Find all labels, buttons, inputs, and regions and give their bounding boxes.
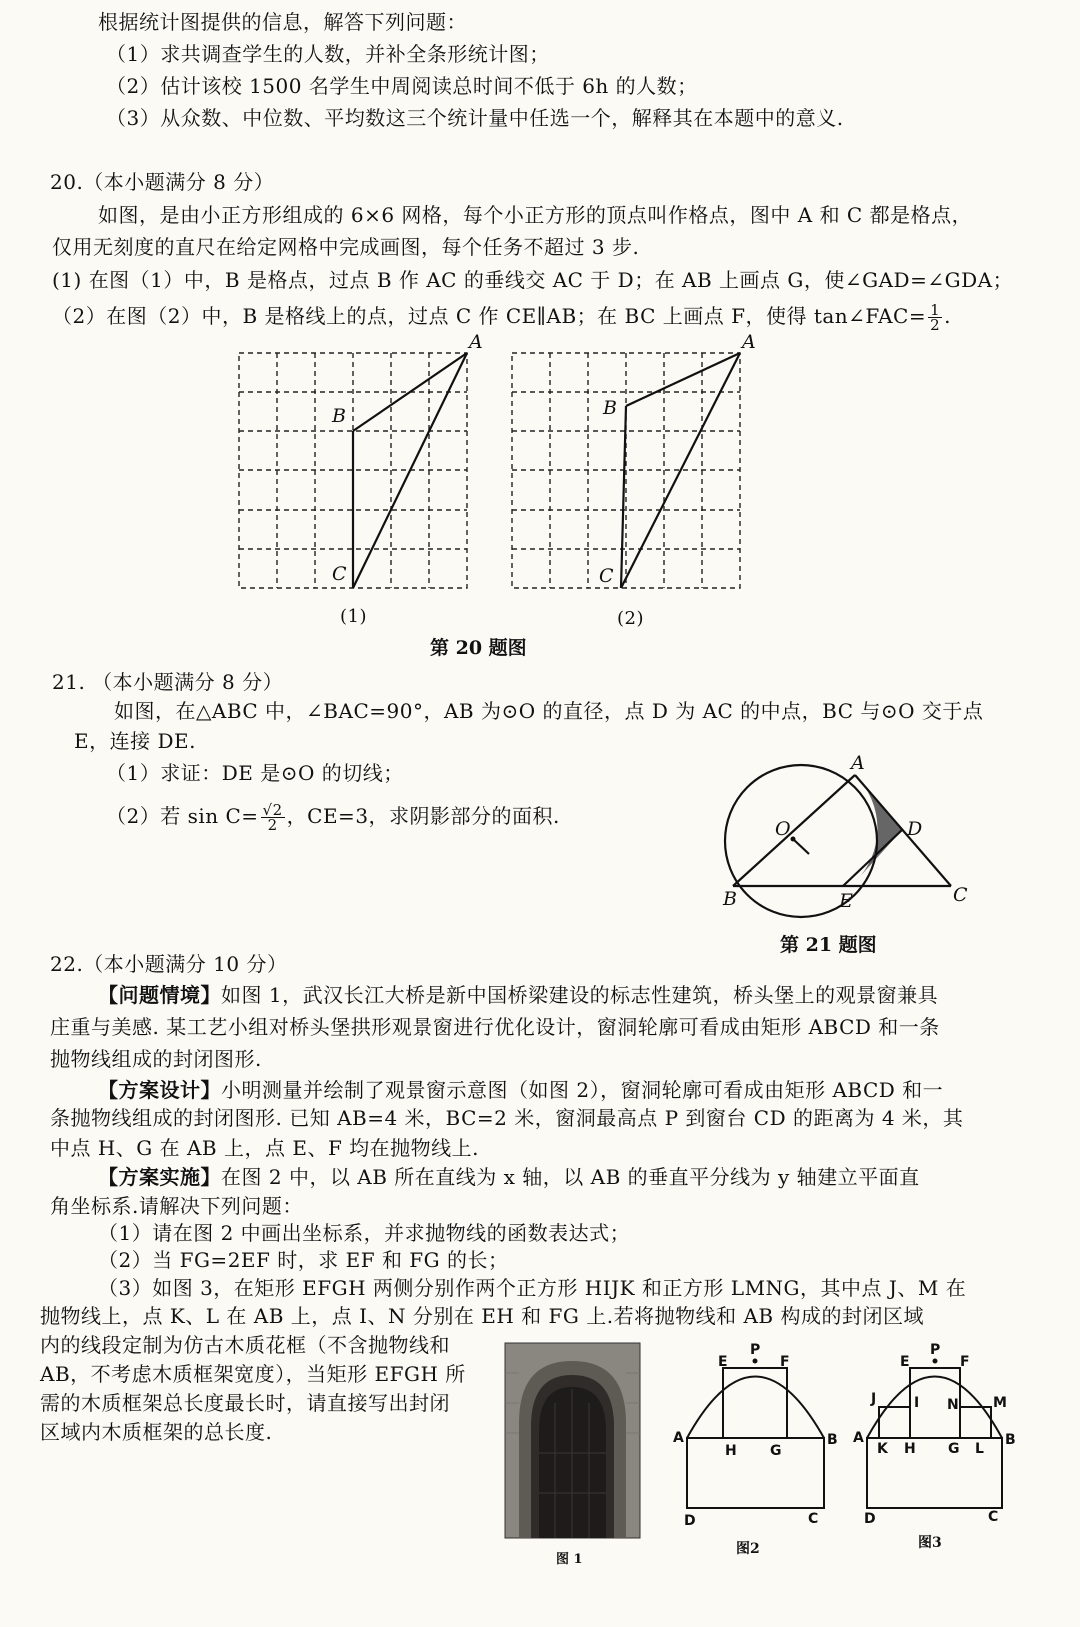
q20-sub-label-2: (2) [617,608,644,629]
q20-figure-1 [236,331,483,600]
q22-f3-label-p: P [930,1342,941,1358]
q21-label-a: A [851,752,865,774]
q21-caption: 第 21 题图 [780,934,877,956]
q22-p3-line-2: 角坐标系.请解决下列问题： [50,1194,303,1218]
q22-tag-design: 【方案设计】 [98,1078,221,1102]
q22-f2-label-f: F [780,1354,790,1370]
q19-intro: 根据统计图提供的信息，解答下列问题： [98,10,467,34]
q20-f1-label-c: C [332,563,347,585]
q22-f2-parabola [687,1377,824,1439]
q22-item-3b: 抛物线上，点 K、L 在 AB 上，点 I、N 分别在 EH 和 FG 上.若将抛物线和 AB 构成的封闭区域 [40,1304,924,1328]
q21-shaded-region [855,775,903,882]
q20-f1-label-b: B [332,405,346,427]
q20-line-2: 仅用无刻度的直尺在给定网格中完成画图，每个任务不超过 3 步. [52,235,640,259]
q20-f2-label-c: C [599,565,614,587]
q22-item-3e: 需的木质框架总长度最长时，请直接写出封闭 [40,1391,450,1415]
q20-line-4-text: （2）在图（2）中，B 是格线上的点，过点 C 作 CE∥AB；在 BC 上画点 F，使得 tan∠FAC= [52,304,927,328]
q20-frac-den: 2 [930,316,941,334]
q22-f3-label-b: B [1005,1432,1016,1448]
q22-f2-label-b: B [827,1432,838,1448]
q19-item-3: （3）从众数、中位数、平均数这三个统计量中任选一个，解释其在本题中的意义. [106,106,844,130]
q22-p2-line-2: 条抛物线组成的封闭图形. 已知 AB=4 米，BC=2 米，窗洞最高点 P 到窗台 CD 的距离为 4 米，其 [50,1106,964,1130]
q22-tag-situation: 【问题情境】 [98,983,221,1007]
q22-f3-point-p [933,1359,938,1364]
q22-p1-text-1: 如图 1，武汉长江大桥是新中国桥梁建设的标志性建筑，桥头堡上的观景窗兼具 [221,983,939,1007]
q21-figure [705,752,985,925]
q20-line-4 [52,302,951,332]
q22-p2-line-3: 中点 H、G 在 AB 上，点 E、F 均在抛物线上. [50,1136,480,1160]
q22-p3-line-1 [98,1163,920,1191]
q22-fig2-caption: 图2 [736,1541,760,1557]
q21-line-1: 如图，在△ABC 中，∠BAC=90°，AB 为⊙O 的直径，点 D 为 AC 的中点，BC 与⊙O 交于点 [114,699,984,723]
q20-grid-2 [512,353,740,588]
q21-line-2: E，连接 DE. [74,729,196,753]
q19-item-2: （2）估计该校 1500 名学生中周阅读总时间不低于 6h 的人数； [106,74,698,98]
q20-fraction [928,303,942,332]
q22-fig1-caption: 图 1 [556,1552,583,1567]
q22-f3-label-g: G [948,1441,960,1457]
q22-tag-implementation: 【方案实施】 [98,1165,221,1189]
q22-p1-line-3: 抛物线组成的封闭图形. [50,1047,262,1071]
q21-line-4 [106,802,560,832]
q21-line-3: （1）求证：DE 是⊙O 的切线； [106,761,404,785]
q21-line-4-pre: （2）若 sin C= [106,804,259,828]
q20-header: 20.（本小题满分 8 分） [50,170,275,194]
q20-sub-label-1: (1) [340,606,367,627]
q22-p2-text-1: 小明测量并绘制了观景窗示意图（如图 2），窗洞轮廓可看成由矩形 ABCD 和一 [221,1078,944,1102]
q22-figure-2 [668,1342,843,1535]
q22-fig3-caption: 图3 [918,1535,942,1551]
q22-item-3c: 内的线段定制为仿古木质花框（不含抛物线和 [40,1333,450,1357]
q22-f3-lines [867,1368,1002,1508]
q22-f3-label-d: D [864,1511,876,1527]
q22-f2-label-d: D [684,1513,696,1529]
q21-label-o: O [775,818,791,840]
q21-frac-num: √2 [262,801,283,819]
q22-f2-label-a: A [673,1430,684,1446]
q22-item-1: （1）请在图 2 中画出坐标系，并求抛物线的函数表达式； [98,1221,631,1245]
q22-figure-1-photo [505,1343,640,1538]
q22-f3-label-a: A [853,1430,864,1446]
q21-label-c: C [953,884,968,906]
q20-line-4-end: . [944,304,951,328]
q22-figure-3 [852,1342,1027,1535]
q22-item-3f: 区域内木质框架的总长度. [40,1420,273,1444]
q22-f3-label-i: I [914,1395,920,1411]
q21-center-dot [791,837,796,842]
q20-f2-label-a: A [742,331,756,353]
q22-f2-point-p [753,1359,758,1364]
q21-frac-den: 2 [267,816,278,834]
q20-frac-num: 1 [930,301,941,319]
q21-label-e: E [839,890,853,912]
q22-f3-label-j: J [871,1391,877,1407]
q22-f2-label-p: P [750,1342,761,1358]
q22-p3-text-1: 在图 2 中，以 AB 所在直线为 x 轴，以 AB 的垂直平分线为 y 轴建立平面直 [221,1165,920,1189]
q22-item-3d: AB，不考虑木质框架宽度），当矩形 EFGH 所 [40,1362,466,1386]
q22-f3-label-l: L [975,1441,984,1457]
q21-line-4-post: ，CE=3，求阴影部分的面积. [286,804,560,828]
q22-f2-label-h: H [725,1443,737,1459]
q19-item-1: （1）求共调查学生的人数，并补全条形统计图； [106,42,550,66]
q20-f2-label-b: B [603,397,617,419]
q22-item-2: （2）当 FG=2EF 时，求 EF 和 FG 的长； [98,1248,509,1272]
q20-line-3: (1) 在图（1）中，B 是格点，过点 B 作 AC 的垂线交 AC 于 D；在 AB 上画点 G，使∠GAD=∠GDA； [52,268,1014,292]
q20-figure-2 [509,331,756,600]
q22-p1-line-1 [98,981,938,1009]
q22-f2-lines [687,1368,824,1508]
q22-f3-label-m: M [993,1395,1007,1411]
q22-f3-label-e: E [900,1354,910,1370]
q21-fraction [261,803,285,832]
q20-f1-label-a: A [469,331,483,353]
q22-header: 22.（本小题满分 10 分） [50,952,288,976]
q22-f3-label-n: N [947,1397,959,1413]
q22-item-3a: （3）如图 3，在矩形 EFGH 两侧分别作两个正方形 HIJK 和正方形 LMNG，其中点 J、M 在 [98,1276,967,1300]
q21-circle-o [725,765,877,917]
q20-caption: 第 20 题图 [430,637,527,659]
q20-line-1: 如图，是由小正方形组成的 6×6 网格，每个小正方形的顶点叫作格点，图中 A 和 C 都是格点， [98,203,973,227]
q21-header: 21. （本小题满分 8 分） [52,670,284,694]
q22-f3-label-c: C [988,1509,999,1525]
q22-f3-label-h: H [904,1441,916,1457]
q22-f3-label-f: F [960,1354,970,1370]
q22-p2-line-1 [98,1076,943,1104]
q22-f2-label-c: C [808,1511,819,1527]
q22-f3-label-k: K [877,1441,888,1457]
q22-f2-label-g: G [770,1443,782,1459]
q21-label-d: D [907,818,923,840]
q22-p1-line-2: 庄重与美感. 某工艺小组对桥头堡拱形观景窗进行优化设计，窗洞轮廓可看成由矩形 ABCD 和一条 [50,1015,940,1039]
q21-label-b: B [723,888,737,910]
q22-f2-label-e: E [718,1354,728,1370]
